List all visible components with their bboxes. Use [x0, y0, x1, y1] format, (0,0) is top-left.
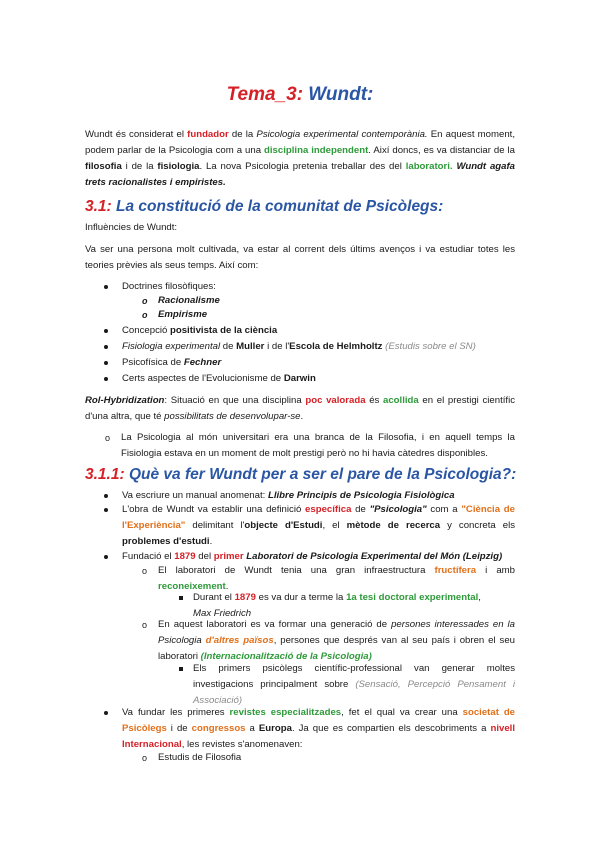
- text: Concepció: [122, 325, 170, 336]
- highlight-societat: societat de Psicòlegs: [122, 707, 516, 734]
- text: .: [209, 536, 213, 547]
- text-problemes: problemes d'estudi: [122, 536, 210, 547]
- text: Va fundar les primeres: [122, 707, 230, 718]
- text: . Així doncs, es va distanciar de la: [368, 145, 515, 156]
- text: Wundt és considerat el: [85, 129, 188, 140]
- text-helmholtz: Escola de Helmholtz: [289, 341, 383, 352]
- text: En aquest laboratori es va formar una generació de: [158, 619, 392, 630]
- text: y concreta els: [440, 520, 515, 531]
- text: ,: [478, 592, 481, 603]
- list-item-obra: [122, 502, 515, 550]
- list-item-fisiologia: [122, 339, 476, 355]
- text-psicologia: "Psicologia": [369, 504, 427, 515]
- text: .: [225, 581, 229, 592]
- text: delimitant l': [185, 520, 245, 531]
- highlight-primer: primer: [213, 551, 244, 562]
- highlight-fructifera: fructífera: [434, 565, 477, 576]
- text: . Ja que es compartien els descobriments a: [291, 723, 491, 734]
- highlight-congressos: congressos: [191, 723, 246, 734]
- list-item-evolucionisme: [122, 371, 316, 387]
- text-muller: Muller: [236, 341, 265, 352]
- text: : Situació en que una disciplina: [164, 395, 306, 406]
- psico-mon-item: o La Psicologia al món universitari era una branca de la Filosofia, i en aquell temps la Fisiologia estava en un moment de molt prestigi però no hi havia càtedres disponibles.: [121, 430, 515, 462]
- text-wundt-agafa: Wundt agafa trets racionalistes i empiristes.: [85, 161, 516, 188]
- list-item-concepcio: [122, 323, 277, 339]
- text: El laboratori de Wundt tenia una gran infraestructura: [158, 565, 435, 576]
- text-positivista: positivista de la ciència: [170, 325, 278, 336]
- text-possibilitats: possibilitats de desenvolupar-se: [164, 411, 301, 422]
- highlight-fundador: fundador: [187, 129, 229, 140]
- section-heading-3-1-1: [85, 466, 525, 484]
- text: de: [220, 341, 237, 352]
- title-rest: Wundt:: [303, 84, 374, 105]
- text: es va dur a terme la: [255, 592, 347, 603]
- text: i de la: [121, 161, 158, 172]
- section-heading-3-1: [85, 198, 525, 216]
- text: Durant el: [193, 592, 235, 603]
- highlight-disciplina: disciplina independent: [264, 145, 369, 156]
- intro-paragraph: [85, 127, 515, 191]
- highlight-1879: 1879: [174, 551, 196, 562]
- text-sensacio: (Sensació, Percepció Pensament i Associació): [193, 679, 515, 706]
- text: i amb: [476, 565, 515, 576]
- text: , fet el qual va crear una: [341, 707, 463, 718]
- text: de: [351, 504, 370, 515]
- highlight-ciencia-experiencia: "Ciència de l'Experiència": [122, 504, 515, 531]
- text: , les revistes s'anomenaven:: [181, 739, 303, 750]
- title-prefix: Tema_3:: [226, 84, 304, 105]
- highlight-revistes: revistes especialitzades: [229, 707, 342, 718]
- text: .: [300, 411, 304, 422]
- list-item-estudis: o Estudis de Filosofia: [158, 750, 241, 766]
- text: Psicofísica de: [122, 357, 184, 368]
- text-darwin: Darwin: [283, 373, 316, 384]
- text-filosofia: filosofia: [85, 161, 122, 172]
- text: de la: [228, 129, 257, 140]
- highlight-altres-paisos: d'altres països: [205, 635, 274, 646]
- text-fisiologia: fisiologia: [157, 161, 200, 172]
- text: . La nova Psicologia pretenia treballar des del: [199, 161, 406, 172]
- highlight-tesi: 1a tesi doctoral experimental: [346, 592, 479, 603]
- highlight-1879: 1879: [234, 592, 256, 603]
- highlight-nivell-internacional: nivell Internacional: [122, 723, 515, 750]
- list-item-racionalisme: o Racionalisme: [158, 293, 220, 309]
- text: Els primers psicòlegs científic-professional van generar moltes investigacions principalment sobre: [193, 663, 515, 690]
- text-metode: mètode de recerca: [346, 520, 441, 531]
- text: , el: [322, 520, 347, 531]
- highlight-poc-valorada: poc valorada: [305, 395, 366, 406]
- text-llibre: Llibre Principis de Psicologia Fisiològica: [267, 490, 455, 501]
- highlight-especifica: específica: [305, 504, 352, 515]
- rol-hybridization-paragraph: [85, 393, 515, 425]
- text-europa: Europa: [258, 723, 292, 734]
- highlight-internacionalitzacio: (Internacionalització de la Psicologia): [200, 651, 372, 662]
- list-item-generacio: [158, 617, 515, 665]
- highlight-laboratori: laboratori.: [405, 161, 453, 172]
- text: és: [365, 395, 384, 406]
- list-item-doctrines: Doctrines filosòfiques:: [122, 279, 216, 295]
- list-item-empirisme: o Empirisme: [158, 307, 207, 323]
- text-rol-label: Rol-Hybridization: [85, 395, 165, 406]
- text: Certs aspectes de l'Evolucionisme de: [122, 373, 284, 384]
- text-estudis-sn: (Estudis sobre el SN): [382, 341, 476, 352]
- text: En aquest moment, podem parlar de la Psicologia com a una: [85, 129, 515, 156]
- text: i de l': [264, 341, 290, 352]
- text: del: [195, 551, 214, 562]
- section-number: 3.1:: [85, 198, 112, 215]
- text-laboratori-leipzig: Laboratori de Psicologia Experimental del Món (Leipzig): [246, 551, 503, 562]
- section-number: 3.1.1:: [85, 466, 125, 483]
- text-persones-interessades: persones interessades en la Psicologia: [158, 619, 515, 646]
- text-psicologia-experimental: Psicologia experimental contemporània.: [256, 129, 428, 140]
- highlight-acollida: acollida: [383, 395, 419, 406]
- text: com a: [426, 504, 462, 515]
- section-title: Què va fer Wundt per a ser el pare de la Psicologia?:: [124, 466, 517, 483]
- text-max-friedrich: Max Friedrich: [193, 608, 252, 619]
- list-item-revistes: [122, 705, 515, 753]
- text: Fisiologia experimental: [122, 341, 221, 352]
- va-ser-paragraph: Va ser una persona molt cultivada, va estar al corrent dels últims avenços i va estudiar totes les teories prèvies als seus temps. Així com:: [85, 244, 515, 271]
- list-item-psicofisica: [122, 355, 221, 371]
- text: i de: [166, 723, 192, 734]
- page-title: [0, 84, 600, 106]
- text-fechner: Fechner: [183, 357, 222, 368]
- text: Va escriure un manual anomenat:: [122, 490, 268, 501]
- section-title: La constitució de la comunitat de Psicòlegs:: [111, 198, 444, 215]
- text: , persones que després van al seu país i obren el seu laboratori: [158, 635, 515, 662]
- list-item-primers-psicolegs: [193, 661, 515, 709]
- text: L'obra de Wundt va establir una definició: [122, 504, 306, 515]
- text: en el prestigi científic d'una altra, que té: [85, 395, 515, 422]
- highlight-reconeixement: reconeixement: [158, 581, 226, 592]
- text: a: [245, 723, 259, 734]
- text: Fundació el: [122, 551, 175, 562]
- influencies-label: Influències de Wundt:: [85, 222, 178, 233]
- text-objecte-estudi: objecte d'Estudi: [244, 520, 323, 531]
